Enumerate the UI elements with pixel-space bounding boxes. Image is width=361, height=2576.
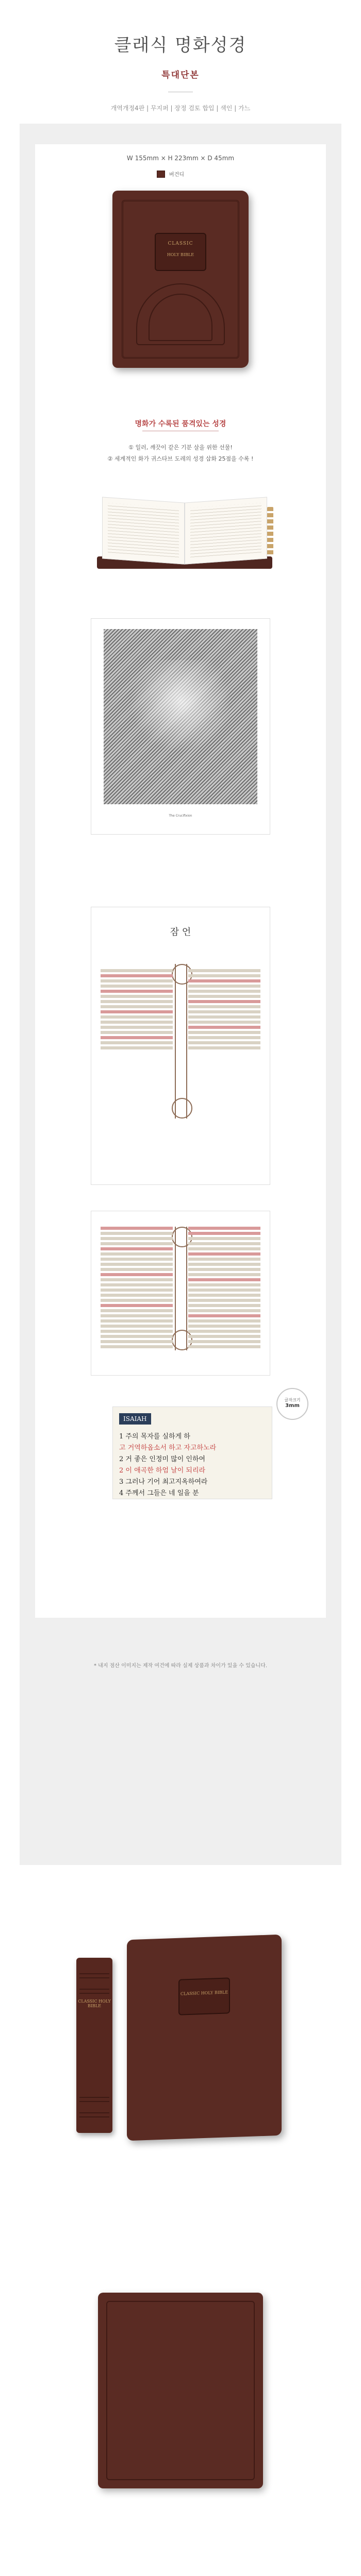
text-line [101, 1247, 173, 1250]
text-line [188, 1247, 260, 1250]
open-bible-right-page [185, 497, 267, 564]
feature-title: 명화가 수록된 품격있는 성경 [135, 420, 226, 428]
text-line [188, 1304, 260, 1307]
text-line [188, 1273, 260, 1276]
text-line [188, 985, 260, 988]
text-column-left [101, 1227, 173, 1381]
text-line [101, 1242, 173, 1245]
detail-panel [20, 124, 341, 1865]
text-line [101, 1258, 173, 1261]
open-bible-left-page [102, 497, 185, 564]
detail-content-box [35, 144, 326, 1618]
text-line [101, 1335, 173, 1338]
spine-band [79, 2112, 109, 2117]
color-label: 버건디 [169, 172, 184, 178]
page-text-lines [108, 503, 179, 558]
text-line [188, 1294, 260, 1297]
zoom-text-line: 1 주의 목자를 실하게 하 [119, 1433, 190, 1440]
text-column-right [188, 969, 260, 1124]
text-line [101, 1268, 173, 1271]
proverbs-text-page [91, 1211, 270, 1376]
feature-item-1: ① 일러, 깨끗이 같은 기분 살을 위한 선물! [128, 444, 233, 451]
page-text-lines [190, 503, 261, 558]
text-line [101, 1340, 173, 1343]
text-line [101, 1015, 173, 1019]
spine-band [79, 2097, 109, 2102]
text-line [188, 1330, 260, 1333]
spine-title: CLASSIC HOLY BIBLE [78, 1999, 111, 2008]
text-line [188, 1268, 260, 1271]
text-line [188, 1335, 260, 1338]
feature-item-2: ② 세계적인 화가 귀스타브 도레의 성경 삽화 25점을 수록 ! [107, 455, 254, 462]
zoom-text-line: 고 거역하옵소서 하고 자고하노라 [119, 1444, 217, 1451]
text-line [188, 1026, 260, 1029]
cover-plate-line2: HOLY BIBLE [167, 252, 194, 257]
text-line [188, 1046, 260, 1049]
text-line [101, 1237, 173, 1240]
page-ornament [175, 1227, 187, 1350]
product-dimensions: W 155mm × H 223mm × D 45mm [126, 155, 235, 162]
text-line [188, 1289, 260, 1292]
text-line [101, 985, 173, 988]
zoom-text-line: 3 그러나 기어 최고지옥하여라 [119, 1478, 208, 1485]
text-line [101, 1283, 173, 1286]
text-line [101, 1314, 173, 1317]
color-swatch [157, 171, 165, 178]
text-line [101, 969, 173, 972]
text-line [101, 1330, 173, 1333]
text-line [101, 1325, 173, 1328]
text-line [101, 1000, 173, 1003]
book-label-isaiah: ISAIAH [119, 1413, 151, 1425]
text-line [188, 1345, 260, 1348]
text-line [188, 1010, 260, 1013]
text-line [101, 1031, 173, 1034]
text-line [188, 1325, 260, 1328]
text-column-left [101, 969, 173, 1124]
text-line [101, 979, 173, 982]
text-line [101, 995, 173, 998]
text-line [188, 1005, 260, 1008]
text-line [188, 1309, 260, 1312]
bible-angled-image [127, 1935, 282, 2141]
text-line [188, 969, 260, 972]
dore-engraving-page [91, 618, 270, 835]
zoom-text-line: 2 이 애곡한 하엄 날이 되리라 [119, 1467, 206, 1474]
bible-spine-image [76, 1958, 112, 2133]
text-line [101, 974, 173, 977]
text-line [188, 1252, 260, 1256]
page-ornament [175, 964, 187, 1118]
book-heading: 잠 언 [170, 927, 191, 938]
bible-cover-image [112, 191, 249, 368]
text-line [101, 990, 173, 993]
text-line [188, 1232, 260, 1235]
cover-plate-line1: CLASSIC [168, 241, 193, 246]
text-line [101, 1021, 173, 1024]
text-line [188, 1340, 260, 1343]
text-line [188, 1015, 260, 1019]
thumb-index-tabs [267, 507, 273, 556]
text-line [188, 1283, 260, 1286]
text-line [101, 1309, 173, 1312]
zoom-text-line: 2 거 좋은 인정미 많이 인하여 [119, 1455, 206, 1463]
text-line [188, 1036, 260, 1039]
text-line [188, 1031, 260, 1034]
bible-back-cover-image [98, 2293, 263, 2488]
text-line [188, 1278, 260, 1281]
font-size-value: 3mm [285, 1403, 300, 1409]
image-disclaimer: * 내지 점산 이미지는 제작 여건에 따라 실제 상품과 차이가 있을 수 있습니다. [93, 1663, 268, 1669]
text-line [101, 1036, 173, 1039]
text-line [101, 1299, 173, 1302]
text-line [101, 1289, 173, 1292]
text-line [101, 1319, 173, 1323]
text-line [101, 1278, 173, 1281]
color-option [157, 170, 184, 178]
text-line [188, 1041, 260, 1044]
text-column-right [188, 1227, 260, 1381]
spine-band [79, 1973, 109, 1978]
text-line [188, 1242, 260, 1245]
open-bible-image [92, 484, 277, 587]
engraving-illustration [104, 629, 257, 804]
text-line [101, 1294, 173, 1297]
text-line [101, 1273, 173, 1276]
text-line [101, 1026, 173, 1029]
cover-title-plate [178, 1977, 230, 2015]
text-line [101, 1010, 173, 1013]
engraving-caption: The Crucifixion [169, 814, 192, 818]
text-line [101, 1263, 173, 1266]
text-line [101, 1232, 173, 1235]
text-zoom-sample [112, 1406, 272, 1499]
text-line [188, 979, 260, 982]
text-line [101, 1227, 173, 1230]
back-cover-frame [106, 2301, 255, 2480]
text-line [188, 1314, 260, 1317]
product-subtitle: 특대단본 [161, 70, 200, 80]
font-size-badge [276, 1388, 308, 1420]
text-line [101, 1005, 173, 1008]
product-title: 클래식 명화성경 [114, 35, 247, 56]
spine-band [79, 1989, 109, 1994]
text-line [188, 990, 260, 993]
text-line [188, 1263, 260, 1266]
text-line [188, 1237, 260, 1240]
text-line [188, 974, 260, 977]
text-line [188, 1227, 260, 1230]
text-line [188, 1021, 260, 1024]
text-line [101, 1252, 173, 1256]
text-line [101, 1046, 173, 1049]
text-line [188, 1258, 260, 1261]
product-keywords: 개역개정4판 | 무지퍼 | 장정 검토 합입 | 색인 | 가느 [110, 105, 251, 112]
text-line [188, 1299, 260, 1302]
text-line [188, 1319, 260, 1323]
proverbs-title-page [91, 907, 270, 1185]
cover-title-plate [155, 233, 206, 271]
text-line [101, 1345, 173, 1348]
font-size-label: 글자크기 [284, 1398, 301, 1402]
text-line [101, 1304, 173, 1307]
text-line [101, 1041, 173, 1044]
text-line [188, 1000, 260, 1003]
page-header [0, 0, 361, 124]
text-line [188, 995, 260, 998]
cover-plate-text: CLASSIC HOLY BIBLE [180, 1990, 228, 1996]
zoom-text-line: 4 주께서 그들은 네 일을 분 [119, 1489, 199, 1497]
